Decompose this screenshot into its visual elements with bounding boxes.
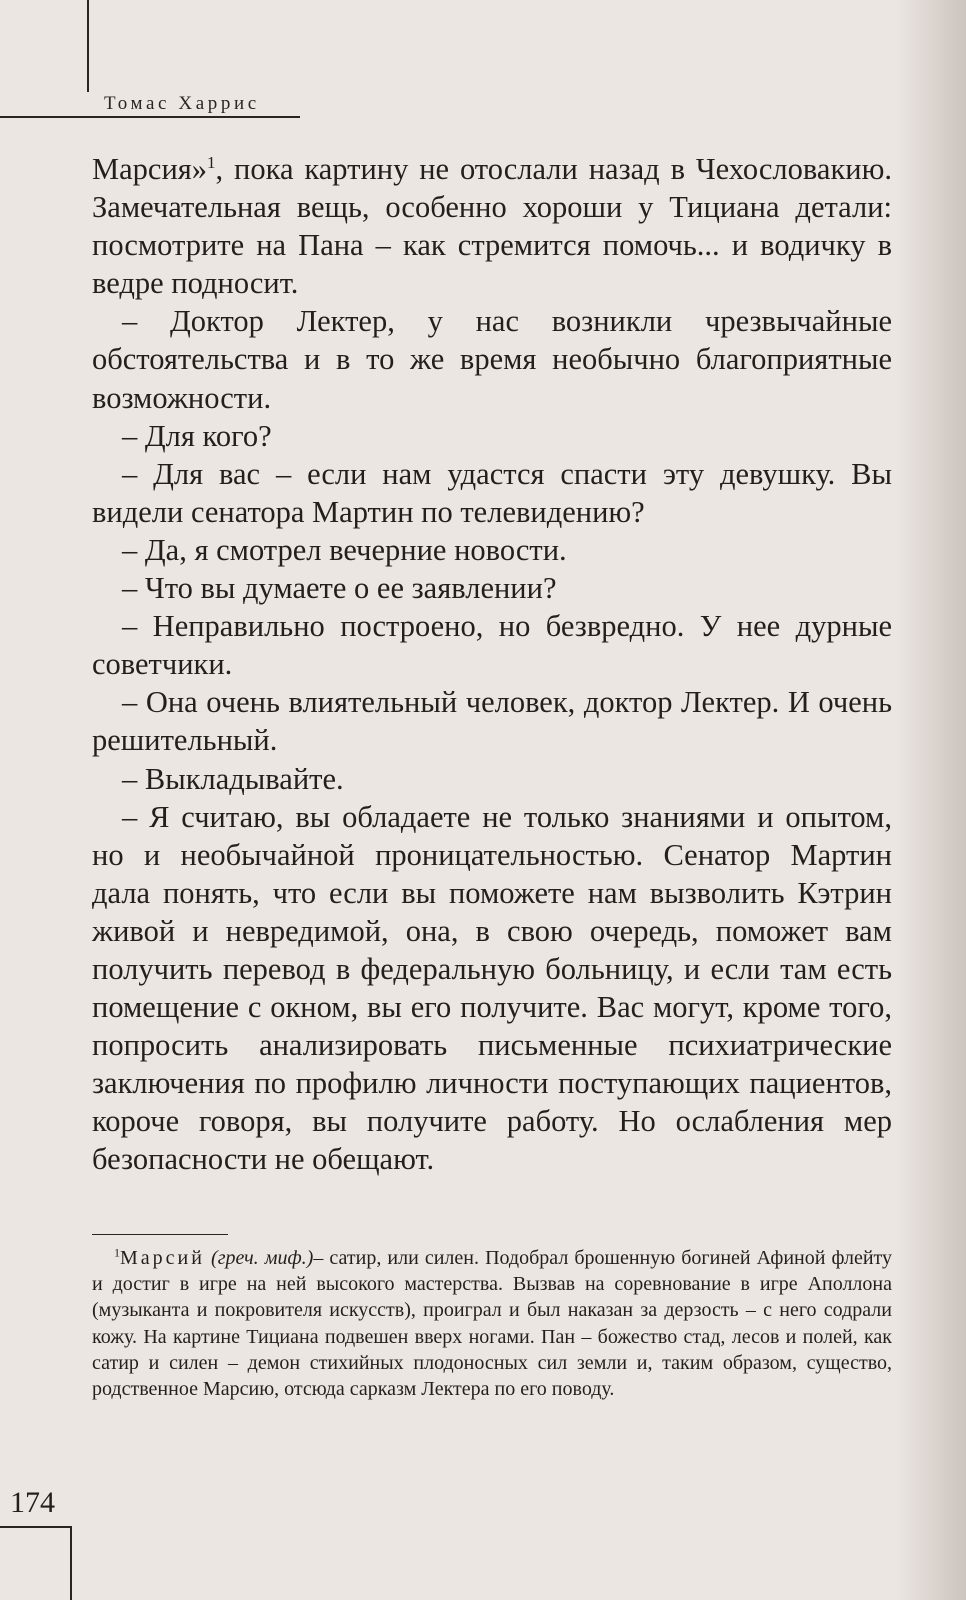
- dialogue-line: – Что вы думаете о ее заявлении?: [122, 571, 557, 606]
- footnote-reference: 1: [207, 152, 216, 172]
- footnote-abbreviation: (греч. миф.): [211, 1247, 314, 1269]
- page-edge-shadow: [896, 0, 966, 1600]
- footnote-number: 1: [114, 1245, 120, 1260]
- footer-rule: [0, 1526, 70, 1528]
- main-text: [92, 150, 892, 1179]
- header-vertical-rule: [87, 0, 89, 92]
- dialogue-line: – Доктор Лектер, у нас возникли чрезвычайные обстоятельства и в то же время необычно благоприятные возможности.: [92, 304, 892, 415]
- paragraph-opening-rest: , пока картину не отослали назад в Чехословакию. Замечательная вещь, особенно хороши у Тициана детали: посмотрите на Пана – как стремится помочь... и водичку в ведре подносит.: [92, 152, 892, 301]
- page-number: 174: [10, 1486, 55, 1519]
- dialogue-line: – Она очень влиятельный человек, доктор Лектер. И очень решительный.: [92, 685, 892, 758]
- dialogue-line: – Да, я смотрел вечерние новости.: [122, 532, 567, 567]
- header-rule: [0, 116, 300, 118]
- dialogue-line: – Неправильно построено, но безвредно. У нее дурные советчики.: [92, 609, 892, 682]
- footnote-paragraph: [92, 1245, 892, 1402]
- footnote-term: Марсий: [120, 1247, 205, 1269]
- paragraph-opening: [92, 150, 892, 302]
- footnote-text: – сатир, или силен. Подобрал брошенную богиней Афиной флейту и достиг в игре на ней высокого мастерства. Вызвав на соревнование в игре Аполлона (музыканта и покровителя искусств), проиграл и был наказан за дерзость – с него содрали кожу. На картине Тициана подвешен вверх ногами. Пан – божество стад, лесов и полей, как сатир и силен – демон стихийных плодоносных сил земли и, таким образом, существо, родственное Марсию, отсюда сарказм Лектера по его поводу.: [92, 1247, 892, 1401]
- footer-vertical-rule: [70, 1526, 72, 1600]
- running-header-author: Томас Харрис: [104, 93, 260, 114]
- footnote: [92, 1245, 892, 1402]
- dialogue-line: – Для вас – если нам удастся спасти эту девушку. Вы видели сенатора Мартин по телевидению?: [92, 456, 892, 529]
- dialogue-line: – Выкладывайте.: [122, 761, 344, 796]
- paragraph-opening-start: Марсия»: [92, 152, 208, 186]
- footnote-separator: [92, 1234, 228, 1235]
- dialogue-line: – Я считаю, вы обладаете не только знаниями и опытом, но и необычайной проницательностью. Сенатор Мартин дала понять, что если вы поможете нам вызволить Кэтрин живой и невредимой, она, в свою очередь, поможет вам получить перевод в федеральную больницу, и если там есть помещение с окном, вы его получите. Вас могут, кроме того, попросить анализировать письменные психиатрические заключения по профилю личности поступающих пациентов, короче говоря, вы получите работу. Но ослабления мер безопасности не обещают.: [92, 799, 892, 1177]
- dialogue-line: – Для кого?: [122, 418, 272, 453]
